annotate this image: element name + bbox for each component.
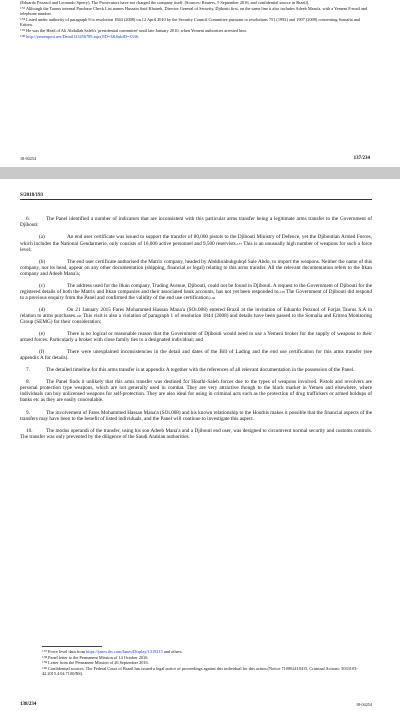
subparagraph-e: (e) There is no logical or reasonable reason that the Government of Djibouti would need to use a Yemeni broker for the supply of weapons to their armed forces. Particularly a broker with close family ties to a designated individual; and: [20, 330, 372, 344]
footnote-140: $^{140}$ Confidential sources. The Federal Court of Brazil has issued a legal notice of proceedings against this individual for this action (Notice 710002418415, Criminal Actions: 5033103-42.2015.4.04.7100/RS).: [42, 665, 358, 677]
paragraph-9: 9. The involvement of Fares Mohammed Hassan Mana'a (SOi.008) and his known relationship to the Houthis makes it possible that the financial aspects of the transfers may have been to the benefit of listed individuals, and the Panel will continue to investigate this aspect.: [20, 409, 372, 422]
paragraph-7: 7. The detailed timeline for this arms transfer is at appendix A together with the references of all relevant documentation in the possession of the Panel.: [26, 366, 355, 373]
page-footer: [20, 702, 372, 707]
subparagraph-c: (c) The address used for the Itkan company, Trading Avenue, Djibouti, could not be found in Djibouti. A request to the Government of Djibouti for the registered details of both the Matrix and Itkan companies and their associated bank accounts, has not yet been responded to.$^{138}$ The Government of Djibouti did respond to a previous enquiry from the Panel and confirmed the validity of the end use certification;$^{139}$: [20, 282, 372, 302]
page-number: 137/234: [353, 156, 370, 161]
doc-symbol: 18-04254: [20, 156, 37, 161]
paragraph-10: 10. The modus operandi of the transfer, using his son Adeeb Mana'a and a Djibouti end user, was designed to circumvent normal security and customs controls. The transfer was only prevented by the diligence of the Saudi Arabian authorities.: [20, 428, 372, 441]
subparagraph-d: (d) On 21 January 2015 Fares Mohammed Hassan Mana'a (SOi.008) entered Brazil at the invitation of Eduardo Pezzuol of Forjas Taurus S.A in relation to arms purchases.$^{140}$ This visit is also a violation of paragraph 1 of resolution 1844 (2008) and details have been passed to the Somalia and Eritrea Monitoring Group (SEMG) for their consideration;: [20, 306, 373, 326]
paragraph-8: 8. The Panel finds it unlikely that this arms transfer was destined for Houthi-Saleh forces due to the types of weapons involved. Pistols and revolvers are personal protection type weapons, which are not generally used in combat. They are very attractive though to the black market in Yemen and elsewhere, where individuals can buy unlicensed weapons for self-protection. They are also ideal for using in criminal acts such as the protection of drug traffickers or armed holdups of banks etc as they are easily concealable.: [20, 378, 372, 404]
footnote-133: $^{133}$ Although the Taurus internal Purchase Check List names Hussain Said Khaireh, Director General of Security, Djibouti first, on the same line it also includes Adeeb Mana'a, with a Yemeni E-mail and telephone number.: [20, 5, 368, 17]
page-footer: [20, 156, 370, 161]
page-header: S/2018/193: [20, 179, 372, 200]
footnote-continued: (Eduardo Pezzuol and Leonardo Sperry). The Prosecutors have not charged the company itself. (Sources: Reuters, 5 September 2016, and confidential source in Brazil).: [20, 0, 310, 5]
footnote-136: $^{136}$ http://yemenpost.net/Detail123456789.aspx?ID=3&SubID=3336.: [20, 33, 140, 39]
previous-page: [0, 0, 400, 167]
footnote-separator: [42, 646, 102, 647]
footnote-138: $^{138}$ Panel letter to the Permanent Mission of 14 October 2016.: [42, 654, 149, 660]
subparagraph-f: (f) There were unexplained inconsistencies in the detail and dates of the Bill of Lading and the end use certification for this arms transfer (see appendix A for details).: [20, 348, 372, 361]
subparagraph-a: (a) An end user certificate was issued to support the transfer of 80,000 pistols to the Djibouti Ministry of Defence, yet the Djiboutian Armed Forces, which includes the National Gendarmerie, only consists of 16,000 active personnel and 9,500 reservists.$^{137}$ This is an unusually high number of weapons for such a force level;: [20, 234, 372, 253]
paragraph-6: 6. The Panel identified a number of indicators that are inconsistent with this particular arms transfer being a legitimate arms transfer to the Government of Djibouti:: [20, 216, 372, 229]
footnote-135: $^{135}$ He was the Head of Ali Abdullah Saleh's 'presidential committee' until late January 2010, when Yemeni authorities arrested him.: [20, 27, 247, 33]
doc-symbol: 18-04254: [355, 702, 372, 707]
footnotes: [42, 649, 372, 677]
footnote-134: $^{134}$ Listed under authority of paragraph 8 to resolution 1844 (2008) on 12 April 2010 by the Security Council Committee pursuant to resolutions 751 (1992) and 1907 (2009) concerning Somalia and Eritrea.: [20, 16, 360, 28]
footnote-137: $^{137}$ Force level data from https://janes.ihs.com/Janes/Display/1319215 and others.: [42, 649, 183, 654]
footnote-link[interactable]: http://yemenpost.net/Detail123456789.aspx?ID=3&SubID=3336.: [26, 33, 140, 39]
footnote-139: $^{139}$ Letter from the Permanent Mission of 26 September 2016.: [42, 660, 149, 666]
footnote-link[interactable]: https://janes.ihs.com/Janes/Display/1319215: [86, 649, 163, 654]
subparagraph-b: (b) The end user certificate authorised the Matrix company, headed by Abddurabuhguhqd Sale Abdo, to import the weapons. Neither the name of this company, nor its head, appear on any other documentation (shipping, financial or legal) relating to this arms transfer. All the relevant documentation refers to the Itkan company and Adeeb Mana'a;: [20, 258, 372, 277]
page-number: 138/234: [20, 702, 37, 707]
current-page: [0, 179, 400, 711]
